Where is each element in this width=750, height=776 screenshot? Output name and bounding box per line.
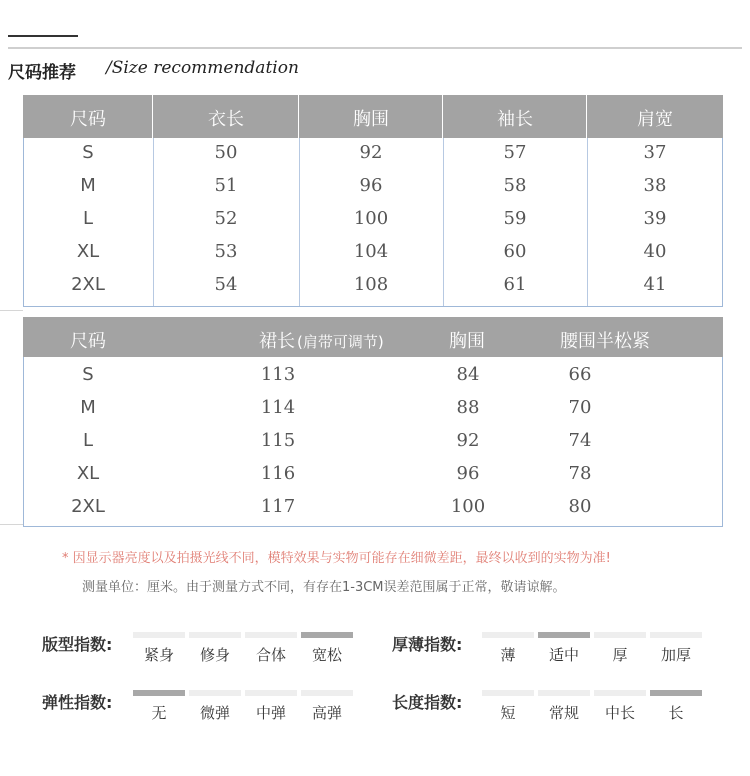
table-cell: 108 [353, 274, 389, 295]
table-cell: 51 [214, 175, 238, 196]
table-cell: 100 [450, 496, 486, 517]
table-cell: 88 [456, 397, 480, 418]
index-bar [189, 632, 241, 638]
size-cell: 2XL [71, 274, 105, 295]
table-cell: 96 [456, 463, 480, 484]
header-cell: 尺码 [70, 331, 106, 352]
size-cell: L [82, 208, 94, 229]
table-cell: 58 [503, 175, 527, 196]
index-bar [482, 632, 534, 638]
table-cell: 92 [359, 142, 383, 163]
table-cell: 117 [260, 496, 296, 517]
table-cell: 40 [643, 241, 667, 262]
header-cell: 尺码 [70, 109, 106, 130]
section-title-zh: 尺码推荐 [8, 63, 76, 83]
index-label-fit: 版型指数: [42, 635, 113, 654]
table-cell: 70 [568, 397, 592, 418]
size-table-top-header [23, 95, 723, 138]
index-option: 中长 [604, 704, 635, 722]
table-cell: 92 [456, 430, 480, 451]
table-cell: 57 [503, 142, 527, 163]
index-bar [245, 632, 297, 638]
index-option: 长 [668, 704, 684, 722]
size-cell: L [82, 430, 94, 451]
table-cell: 61 [503, 274, 527, 295]
header-cell: 胸围 [449, 331, 485, 352]
index-option: 高弹 [311, 704, 342, 722]
size-cell: XL [76, 463, 100, 484]
table-cell: 54 [214, 274, 238, 295]
index-bar [594, 632, 646, 638]
divider [0, 310, 23, 311]
table-cell: 39 [643, 208, 667, 229]
index-option: 薄 [500, 646, 516, 664]
size-cell: S [82, 142, 94, 163]
header-cell: 腰围半松紧 [560, 331, 650, 352]
index-option: 加厚 [660, 646, 691, 664]
table-cell: 59 [503, 208, 527, 229]
index-bar [538, 690, 590, 696]
index-option: 微弹 [199, 704, 230, 722]
measurement-note: 测量单位：厘米。由于测量方式不同，有存在1-3CM误差范围属于正常，敬请谅解。 [82, 580, 566, 595]
table-cell: 50 [214, 142, 238, 163]
size-cell: M [80, 175, 96, 196]
index-option: 短 [500, 704, 516, 722]
index-option: 无 [151, 704, 167, 722]
index-label-thickness: 厚薄指数: [392, 635, 463, 654]
index-label-length: 长度指数: [392, 693, 463, 712]
index-bar [594, 690, 646, 696]
table-cell: 53 [214, 241, 238, 262]
size-cell: XL [76, 241, 100, 262]
index-bar [482, 690, 534, 696]
index-option: 宽松 [311, 646, 342, 664]
index-option: 常规 [548, 704, 579, 722]
size-cell: M [80, 397, 96, 418]
divider [0, 524, 23, 525]
table-cell: 104 [353, 241, 389, 262]
table-cell: 84 [456, 364, 480, 385]
table-cell: 78 [568, 463, 592, 484]
table-cell: 38 [643, 175, 667, 196]
size-cell: 2XL [71, 496, 105, 517]
table-cell: 114 [260, 397, 296, 418]
disclaimer-note: * 因显示器亮度以及拍摄光线不同，模特效果与实物可能存在细微差距，最终以收到的实物为准! [62, 551, 611, 566]
index-bar [133, 632, 185, 638]
size-cell: S [82, 364, 94, 385]
table-cell: 37 [643, 142, 667, 163]
size-table-bottom-header [23, 317, 723, 357]
table-cell: 115 [260, 430, 296, 451]
table-cell: 74 [568, 430, 592, 451]
index-bar [301, 690, 353, 696]
index-label-elasticity: 弹性指数: [42, 693, 113, 712]
index-bar [189, 690, 241, 696]
index-option: 紧身 [143, 646, 174, 664]
table-cell: 41 [643, 274, 667, 295]
header-cell-note: (肩带可调节) [297, 333, 384, 351]
index-bar-selected [650, 690, 702, 696]
header-rule-light [8, 47, 742, 49]
table-cell: 100 [353, 208, 389, 229]
header-cell: 衣长 [208, 109, 244, 130]
index-option: 合体 [255, 646, 286, 664]
index-bar-selected [538, 632, 590, 638]
index-bar [245, 690, 297, 696]
table-cell: 113 [260, 364, 296, 385]
index-option: 适中 [548, 646, 579, 664]
table-cell: 66 [568, 364, 592, 385]
index-option: 中弹 [255, 704, 286, 722]
table-cell: 80 [568, 496, 592, 517]
header-cell: 胸围 [353, 109, 389, 130]
index-option: 厚 [612, 646, 628, 664]
index-bar [650, 632, 702, 638]
header-rule-dark [8, 35, 78, 37]
header-cell: 肩宽 [637, 109, 673, 130]
table-cell: 52 [214, 208, 238, 229]
index-bar-selected [133, 690, 185, 696]
table-cell: 96 [359, 175, 383, 196]
index-option: 修身 [199, 646, 230, 664]
header-cell: 裙长 [259, 331, 295, 352]
index-bar-selected [301, 632, 353, 638]
header-cell: 袖长 [497, 109, 533, 130]
table-cell: 60 [503, 241, 527, 262]
table-cell: 116 [260, 463, 296, 484]
section-title-en: /Size recommendation [106, 58, 299, 78]
